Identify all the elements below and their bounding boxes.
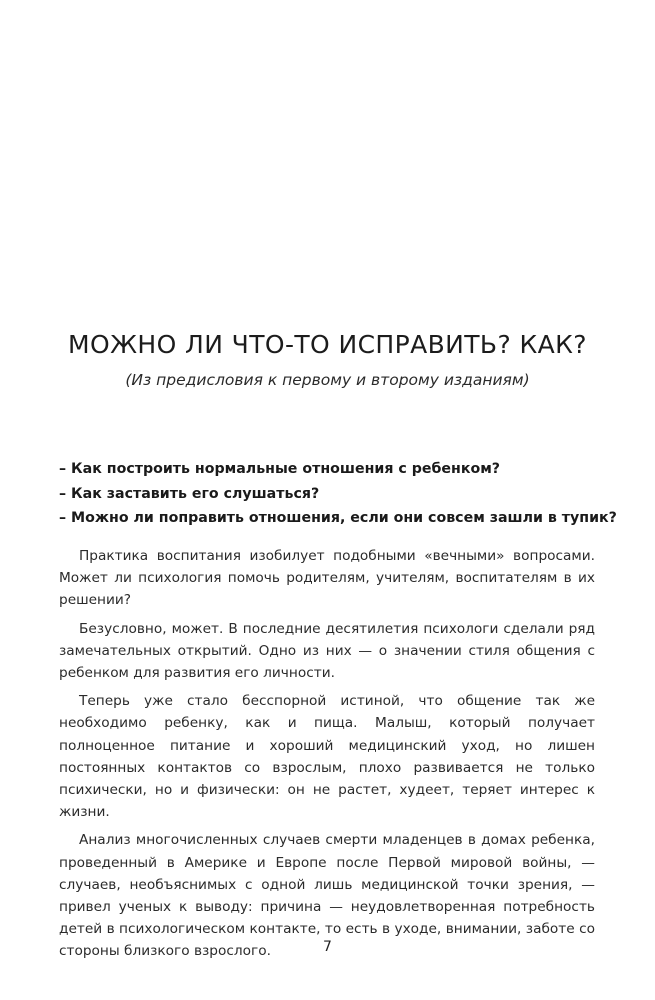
question-item: – Как заставить его слушаться?	[59, 485, 320, 502]
paragraph: Анализ многочисленных случаев смерти младенцев в домах ребенка, проведенный в Америке и Европе после Первой мировой войны, — случаев, необъяснимых с одной лишь медицинской точки зрения, — привел ученых к выводу: причина — неудовлетворенная потребность детей в психологическом контакте, то есть в уходе, внимании, заботе со стороны близкого взрослого.	[59, 832, 595, 960]
chapter-title: МОЖНО ЛИ ЧТО-ТО ИСПРАВИТЬ? КАК?	[68, 330, 587, 359]
paragraph: Теперь уже стало бесспорной истиной, что общение так же необходимо ребенку, как и пища. Малыш, который получает полноценное питание и хороший медицинский уход, но лишен постоянных контактов со взрослым, плохо развивается не только психически, но и физически: он не растет, худеет, теряет интерес к жизни.	[59, 693, 595, 821]
paragraph: Безусловно, может. В последние десятилетия психологи сделали ряд замечательных открытий. Одно из них — о значении стиля общения с ребенком для развития его личности.	[59, 620, 595, 682]
question-item: – Как построить нормальные отношения с ребенком?	[59, 461, 501, 477]
page-number: 7	[323, 939, 332, 955]
question-list	[59, 457, 617, 531]
chapter-subtitle: (Из предисловия к первому и второму изданиям)	[125, 371, 530, 389]
body-text	[59, 545, 595, 969]
paragraph: Практика воспитания изобилует подобными «вечными» вопросами. Может ли психология помочь родителям, учителям, воспитателям в их решении?	[59, 548, 595, 609]
question-item: – Можно ли поправить отношения, если они совсем зашли в тупик?	[59, 510, 617, 526]
